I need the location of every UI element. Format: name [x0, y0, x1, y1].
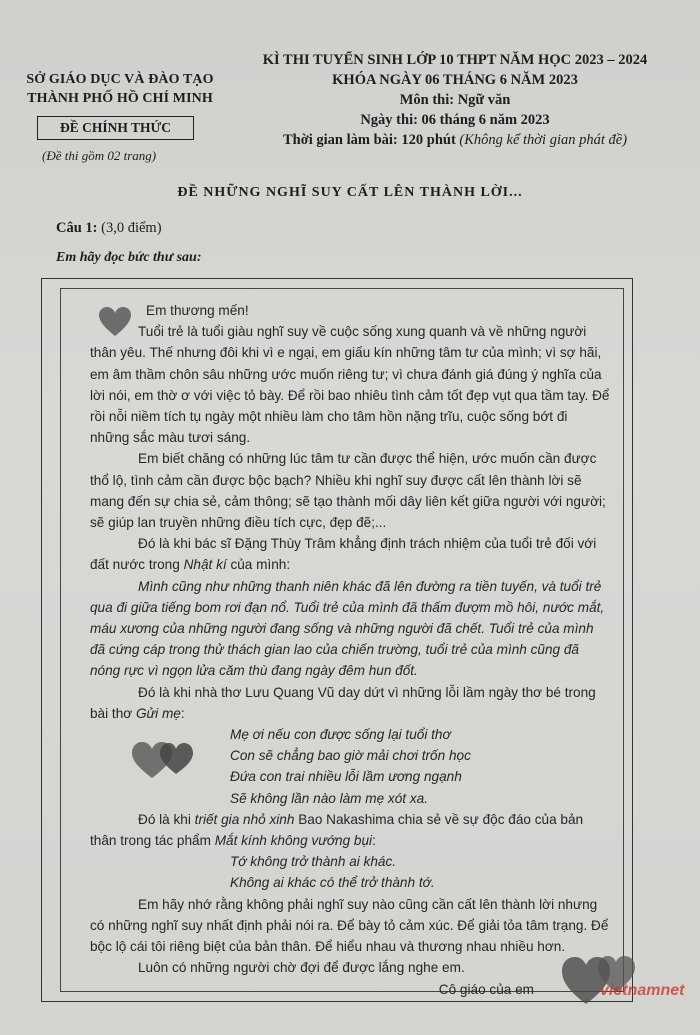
question-points: (3,0 điểm)	[97, 220, 162, 236]
pages-note: (Đề thi gồm 02 trang)	[42, 148, 157, 163]
exam-date: Ngày thi: 06 tháng 6 năm 2023	[360, 112, 550, 128]
letter-paragraph-5-text: Đó là khi	[138, 811, 195, 827]
poem-line: Mẹ ơi nếu con được sống lại tuổi thơ	[230, 727, 451, 743]
diary-quote: Mình cũng như những thanh niên khác đã lên đường ra tiền tuyến, và tuổi trẻ qua đi giữa tiếng bom rơi đạn nổ. Tuổi trẻ của mình đã thấm đượm mồ hôi, nước mắt, máu xương của những người đang sống và những người đã chết. Tuổi trẻ của mình đã cứng cáp trong thử thách gian lao của chiến trường, tuổi trẻ của mình cũng đã nóng rực vì ngọn lửa căm thù đang ngày đêm hun đốt.	[90, 578, 605, 679]
exam-duration-line	[230, 130, 680, 150]
department-name: SỞ GIÁO DỤC VÀ ĐÀO TẠO	[26, 72, 214, 87]
letter-paragraph-7: Luôn có những người chờ đợi để được lắng nghe em.	[138, 960, 465, 976]
exam-topic-title: ĐỀ NHỮNG NGHĨ SUY CẤT LÊN THÀNH LỜI...	[177, 185, 523, 200]
department-header	[14, 70, 226, 108]
poem-line: Con sẽ chẳng bao giờ mải chơi trốn học	[230, 748, 471, 764]
letter-paragraph-5-mid: Bao Nakashima chia sẻ về sự độc đáo của bản thân trong tác phẩm	[90, 811, 584, 849]
question-heading	[56, 220, 162, 237]
letter-paragraph-4-text: Đó là khi nhà thơ Lưu Quang Vũ day dứt vì những lỗi lầm ngày thơ bé trong bài thơ	[90, 684, 596, 721]
book-quote-line: Tớ không trở thành ai khác.	[230, 854, 397, 870]
exam-subject: Môn thi: Ngữ văn	[399, 92, 511, 108]
question-label: Câu 1:	[56, 220, 98, 236]
question-instruction: Em hãy đọc bức thư sau:	[56, 250, 202, 265]
official-exam-label: ĐỀ CHÍNH THỨC	[37, 116, 194, 140]
exam-duration-note: (Không kể thời gian phát đề)	[459, 132, 628, 148]
letter-signature: Cô giáo của em	[438, 981, 534, 997]
letter-greeting: Em thương mến!	[146, 303, 249, 318]
book-quote-line: Không ai khác có thể trở thành tớ.	[230, 875, 435, 891]
letter-paragraph-3	[90, 533, 610, 575]
letter-paragraph-5-end: :	[372, 833, 376, 849]
letter-paragraph-4	[90, 682, 610, 724]
letter-body	[90, 300, 610, 1000]
poem-line: Sẽ không lần nào làm mẹ xót xa.	[230, 790, 428, 806]
watermark-logo: vietnamnet	[600, 982, 685, 999]
poem-title: Gửi mẹ	[135, 705, 181, 721]
philosopher-phrase: triết gia nhỏ xinh	[194, 811, 295, 827]
book-title: Mắt kính không vướng bụi	[214, 833, 373, 849]
exam-title: KÌ THI TUYỂN SINH LỚP 10 THPT NĂM HỌC 2023 – 2024	[262, 52, 648, 68]
letter-paragraph-2: Em biết chăng có những lúc tâm tư cần được thể hiện, ước muốn cần được thổ lộ, tình cảm cần được bộc bạch? Nhiều khi nghĩ suy được cất lên thành lời sẽ mang đến sự chia sẻ, cảm thông; sẽ tạo thành mối dây liên kết giữa người với người; sẽ giúp lan truyền những điều tích cực, đẹp đẽ;...	[90, 451, 606, 531]
exam-session: KHÓA NGÀY 06 THÁNG 6 NĂM 2023	[332, 72, 578, 88]
diary-title: Nhật kí	[183, 557, 227, 573]
letter-paragraph-6: Em hãy nhớ rằng không phải nghĩ suy nào cũng cần cất lên thành lời nhưng có những nghĩ suy nhất định phải nói ra. Để bày tỏ cảm xúc. Để giải tỏa tâm trạng. Để bộc lộ cái tôi riêng biệt của bản thân. Để hiểu nhau và thương nhau nhiều hơn.	[90, 896, 609, 955]
letter-paragraph-3-text: Đó là khi bác sĩ Đặng Thùy Trâm khẳng định trách nhiệm của tuổi trẻ đối với đất nước trong	[90, 536, 597, 573]
city-name: THÀNH PHỐ HỒ CHÍ MINH	[27, 91, 213, 106]
poem-line: Đứa con trai nhiều lỗi lầm ương ngạnh	[230, 769, 462, 785]
letter-paragraph-5	[90, 809, 610, 851]
exam-header	[230, 50, 680, 150]
letter-paragraph-1: Tuổi trẻ là tuổi giàu nghĩ suy về cuộc sống xung quanh và về những người thân yêu. Thế nhưng đôi khi vì e ngại, em giấu kín những tâm tư của mình; vì sợ hãi, em âm thầm chôn sâu những ước muốn riêng tư; vì chưa đánh giá đúng ý nghĩa của lời nói, em thờ ơ với việc tỏ bày. Để rồi bao nhiêu tình cảm tốt đẹp vụt qua tầm tay. Để rồi nỗi niềm tích tụ ngày một nhiều làm cho tâm hồn nặng trĩu, cuộc sống bớt đi những sắc màu tươi sáng.	[90, 324, 610, 446]
letter-paragraph-3-end: của mình:	[226, 557, 291, 573]
exam-duration: Thời gian làm bài: 120 phút	[282, 132, 456, 148]
letter-paragraph-4-end: :	[180, 705, 185, 721]
